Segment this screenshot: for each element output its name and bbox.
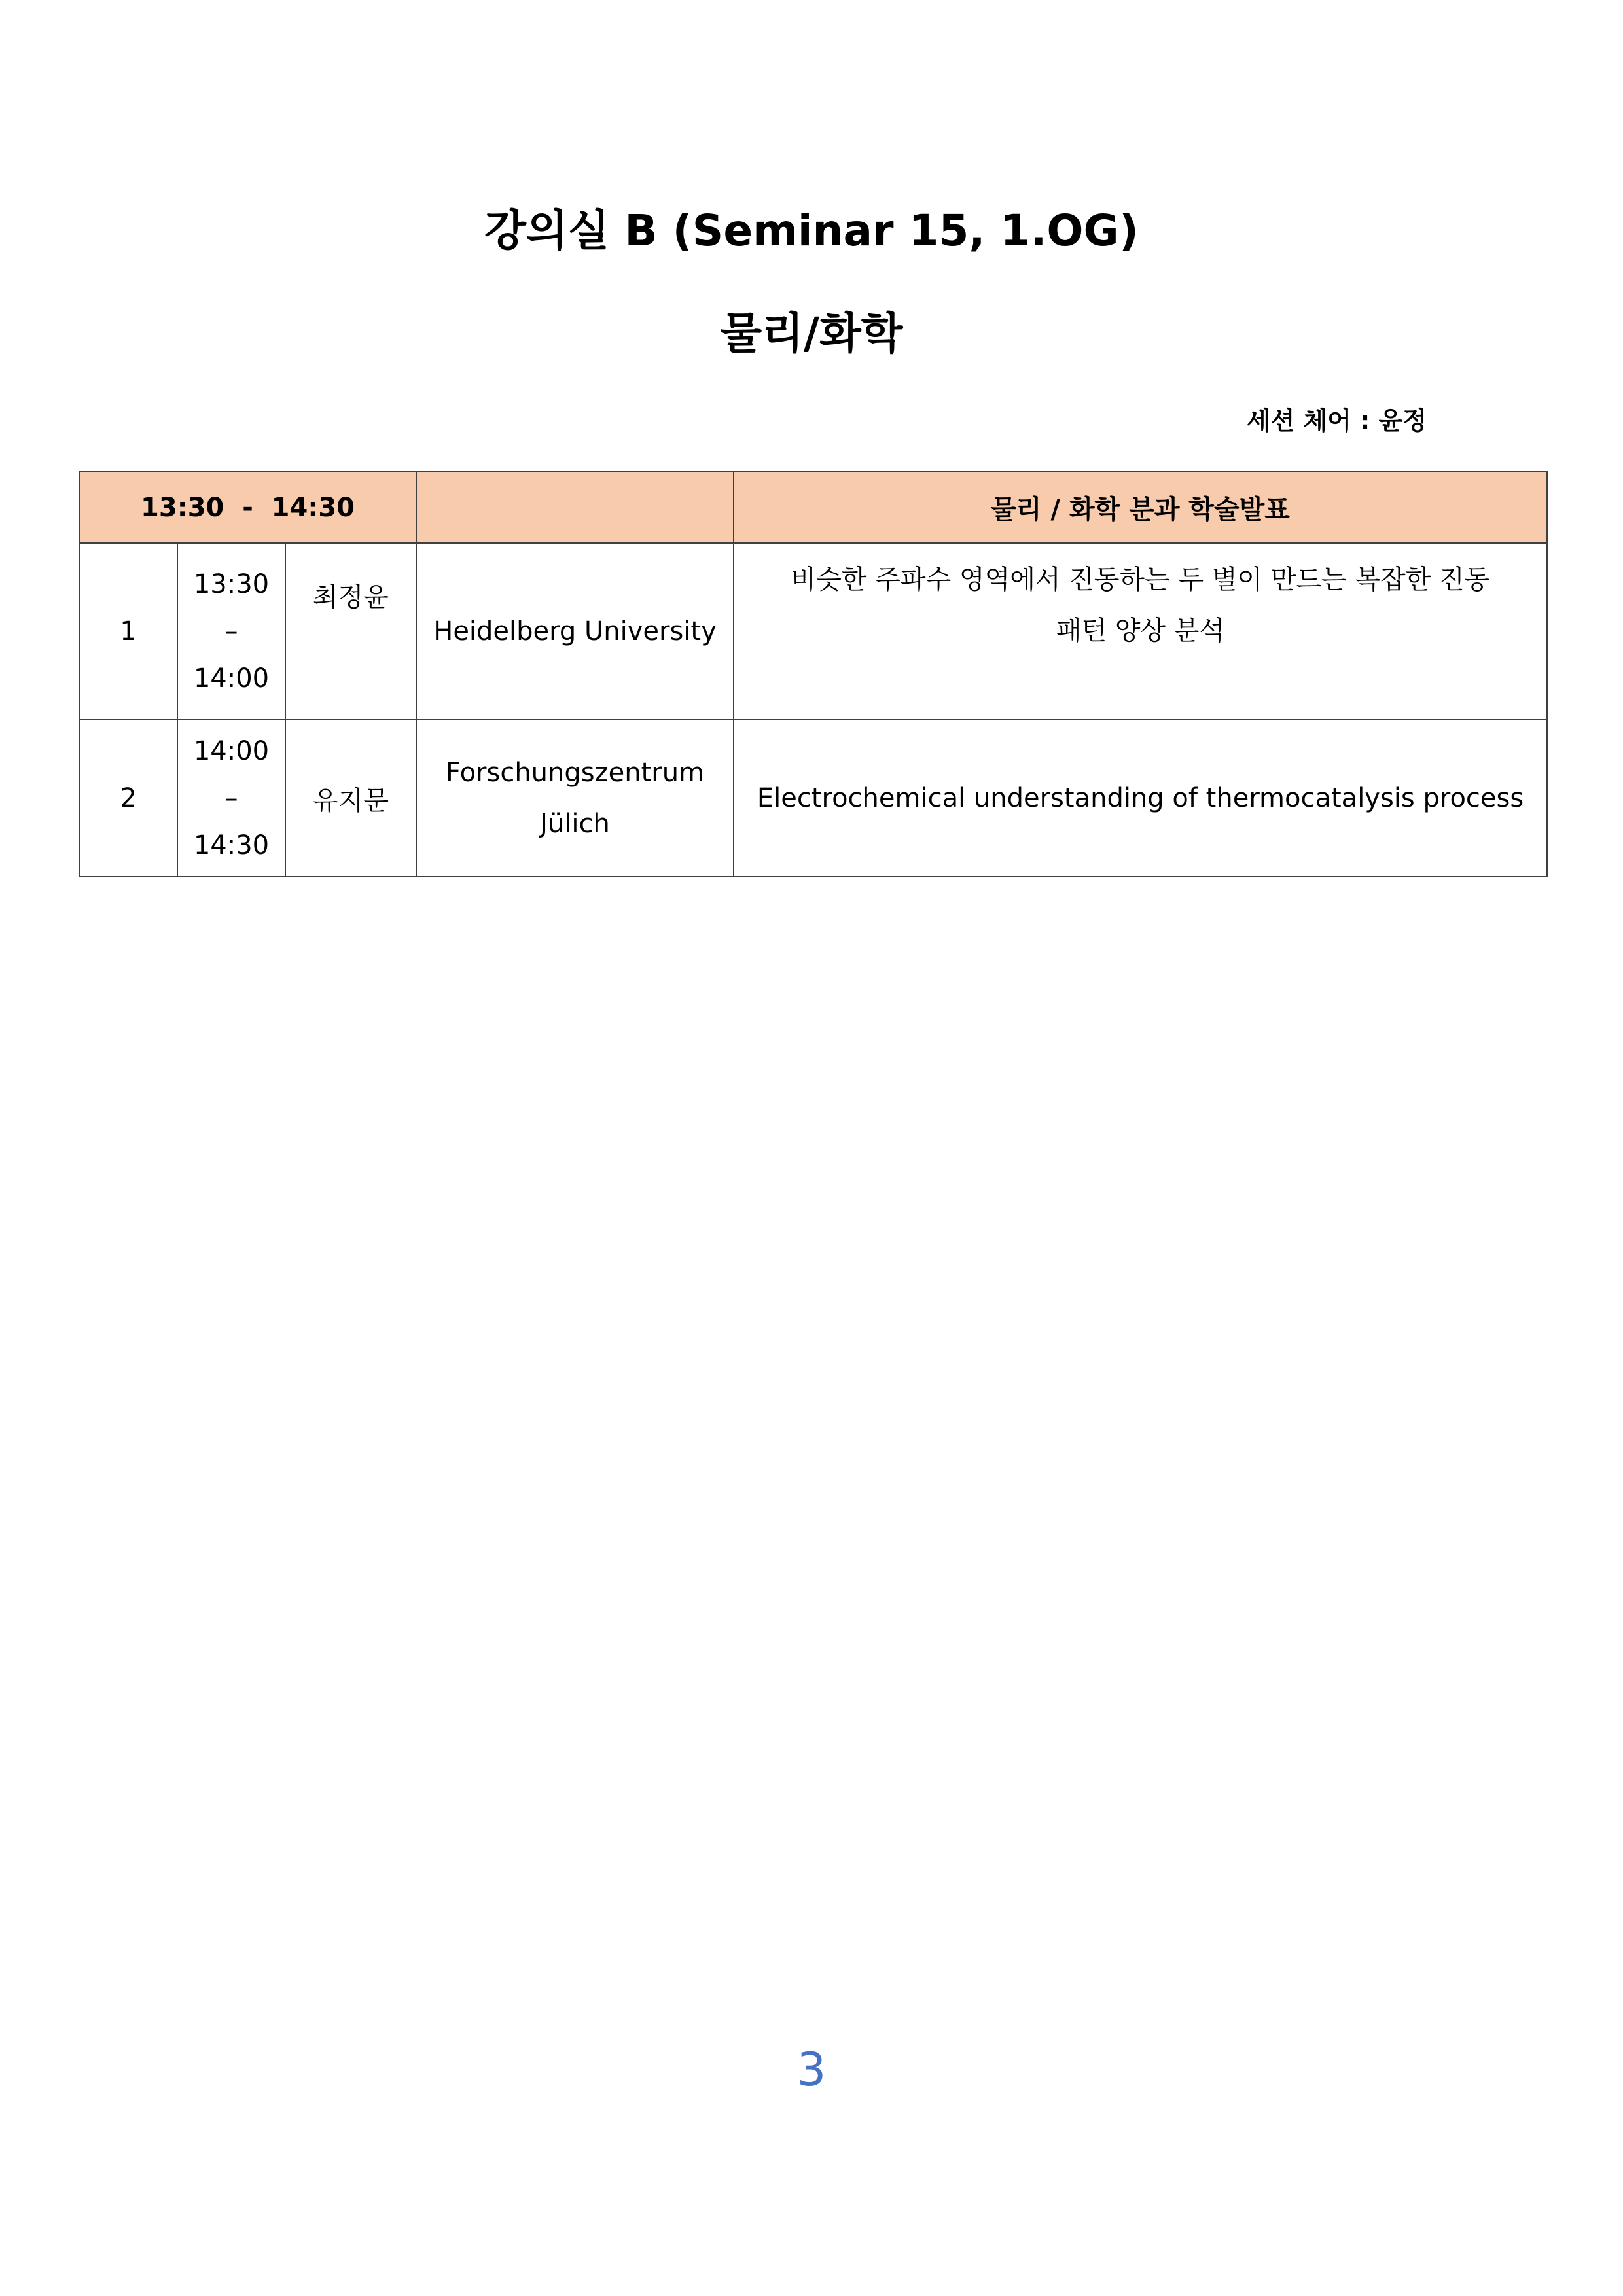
topic-line: 비슷한 주파수 영역에서 진동하는 두 별이 만드는 복잡한 진동 (791, 565, 1490, 595)
time-separator: – (224, 616, 238, 646)
time-end: 14:30 (193, 830, 270, 860)
time-cell (177, 543, 285, 720)
page-number: 3 (796, 2043, 827, 2096)
row-number: 1 (79, 543, 177, 720)
table-header-row (79, 472, 1547, 543)
row-number: 2 (79, 720, 177, 877)
table-row (79, 720, 1547, 877)
header-session-title: 물리 / 화학 분과 학술발표 (734, 472, 1547, 543)
topic-line: Electrochemical understanding of thermocatalysis process (757, 783, 1524, 813)
time-start: 14:00 (193, 736, 270, 766)
topic-line: 패턴 양상 분석 (1056, 616, 1225, 646)
session-chair: 세션 체어 : 윤정 (1246, 406, 1427, 435)
time-start: 13:30 (193, 569, 270, 599)
affiliation-line: Forschungszentrum (446, 758, 705, 788)
header-blank-cell (416, 472, 734, 543)
schedule-table (79, 471, 1548, 877)
affiliation-line: Heidelberg University (433, 616, 717, 646)
affiliation-line: Jülich (540, 809, 610, 839)
affiliation (416, 543, 734, 720)
header-time-range: 13:30 - 14:30 (79, 472, 416, 543)
page-subtitle: 물리/화학 (720, 308, 903, 359)
table-row (79, 543, 1547, 720)
presenter-name: 최정윤 (285, 543, 416, 720)
time-cell (177, 720, 285, 877)
page-title: 강의실 B (Seminar 15, 1.OG) (484, 205, 1139, 256)
time-separator: – (224, 783, 238, 813)
topic (734, 543, 1547, 720)
presenter-name: 유지문 (285, 720, 416, 877)
topic (734, 720, 1547, 877)
time-end: 14:00 (193, 663, 270, 694)
affiliation (416, 720, 734, 877)
